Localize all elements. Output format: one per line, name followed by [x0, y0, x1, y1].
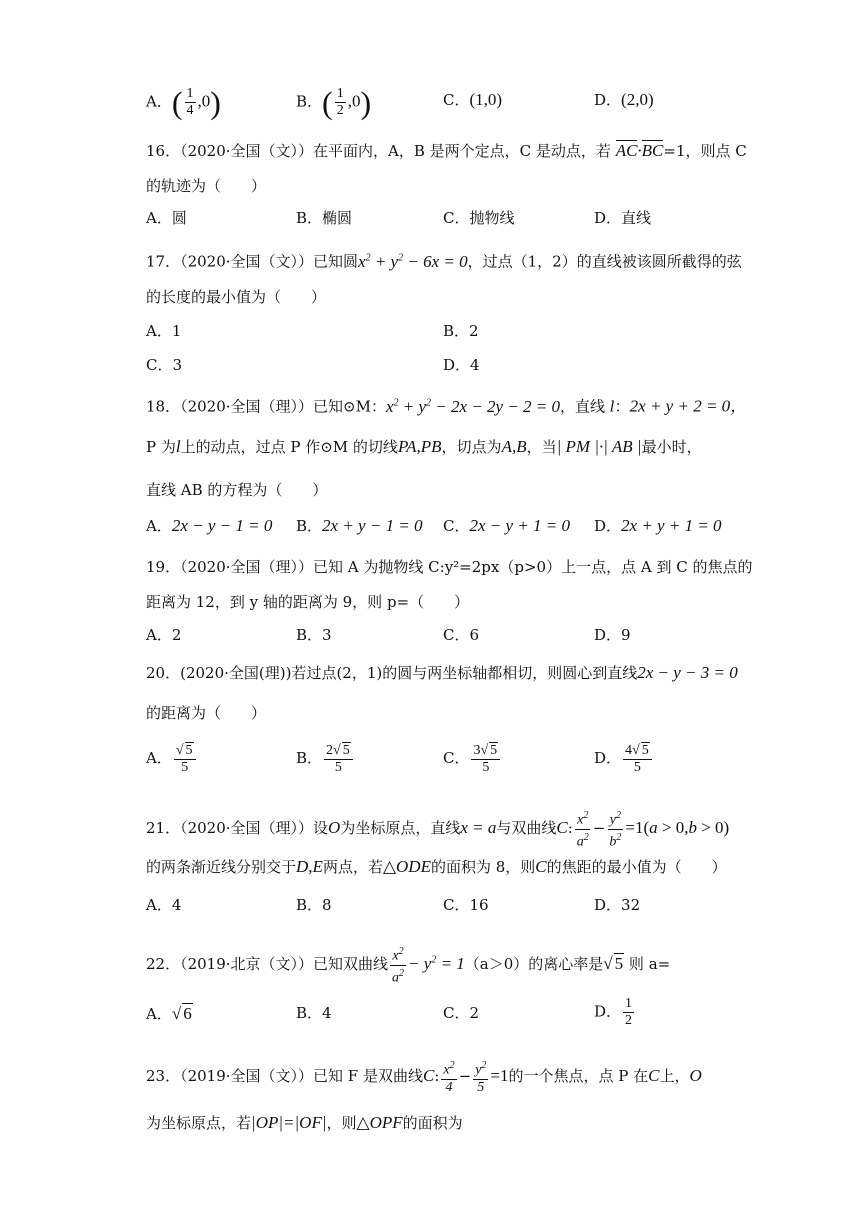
q16-line-2: 的轨迹为（ ） [146, 177, 267, 195]
q17-option-c: C．3 [146, 356, 183, 374]
q19-option-b: B．3 [296, 626, 332, 644]
q19-option-a: A．2 [146, 626, 182, 644]
q18-line-3: 直线 AB 的方程为（ ） [146, 481, 328, 499]
q20-option-c: C． $\frac{3√ 5}{5}$ [443, 742, 502, 776]
q17-line-1: 17．（2020·全国（文））已知圆$x^2 + y^2 - 6x = 0$，过点（1，2）的直线被该圆所截得的弦 [146, 251, 742, 271]
q21-option-d: D．32 [594, 896, 641, 914]
q16-option-b: B．椭圆 [296, 209, 353, 227]
q21-option-b: B．8 [296, 896, 332, 914]
q18-line-1: 18．（2020·全国（理））已知⊙M：$x^2 + y^2 - 2x - 2y - 2 = 0$，直线 l：2x + y + 2 = 0， [146, 396, 748, 416]
q17-line-2: 的长度的最小值为（ ） [146, 288, 327, 306]
q18-line-2: P 为l上的动点，过点 P 作⊙M 的切线PA,PB，切点为A,B，当| PM |·| AB |最小时， [146, 437, 702, 456]
q18-option-a: A．2x − y − 1 = 0 [146, 516, 273, 535]
q21-line-1: 21．（2020·全国（理））设O为坐标原点，直线x = a与双曲线C: $\frac{x^2}{a^2}$ − $\frac{y^2}{b^2}$ =1(a > 0,b > 0) [146, 810, 730, 850]
q23-line-2: 为坐标原点，若|OP|=|OF|，则△OPF的面积为 [146, 1113, 463, 1132]
q21-option-c: C．16 [443, 896, 489, 914]
q16-option-c: C．抛物线 [443, 209, 515, 227]
q22-option-b: B．4 [296, 1004, 332, 1022]
q20-option-a: A． $\frac{√ 5}{5}$ [146, 742, 198, 776]
q17-option-d: D．4 [443, 356, 480, 374]
q16-line-1: 16．（2020·全国（文））在平面内，A，B 是两个定点，C 是动点，若 AC·BC=1，则点 C [146, 141, 747, 160]
q19-line-1: 19．（2020·全国（理））已知 A 为抛物线 C:y²=2px（p>0）上一点，点 A 到 C 的焦点的 [146, 558, 753, 576]
q22-option-d: D． $\frac{1}{2}$ [594, 996, 633, 1028]
q18-option-d: D．2x + y + 1 = 0 [594, 516, 722, 535]
q18-option-b: B．2x + y − 1 = 0 [296, 516, 423, 535]
q19-line-2: 距离为 12，到 y 轴的距离为 9，则 p=（ ） [146, 593, 470, 611]
q22-option-c: C．2 [443, 1004, 480, 1022]
q17-option-b: B．2 [443, 322, 479, 340]
q20-line-1: 20．(2020·全国(理))若过点(2，1)的圆与两坐标轴都相切，则圆心到直线2x − y − 3 = 0 [146, 663, 738, 682]
q20-line-2: 的距离为（ ） [146, 704, 267, 722]
q21-option-a: A．4 [146, 896, 182, 914]
q22-line-1: 22．（2019·北京（文））已知双曲线 $\frac{x^2}{a^2}$ − $y^2 = 1(a>0)$的离心率是√ 5 则 a= [146, 946, 671, 986]
q16-option-d: D．直线 [594, 209, 652, 227]
q17-option-a: A．1 [146, 322, 182, 340]
q22-option-a: A．√ 6 [146, 1004, 192, 1023]
q15-option-d: D．(2,0) [594, 90, 654, 109]
q19-option-c: C．6 [443, 626, 480, 644]
q18-option-c: C．2x − y + 1 = 0 [443, 516, 570, 535]
q15-option-b: B．( $\frac{1}{2}$ ,0) [296, 84, 372, 121]
q23-line-1: 23．（2019·全国（文））已知 F 是双曲线C: $\frac{x^2}{4}$ − $\frac{y^2}{5}$ =1的一个焦点，点 P 在C上，O [146, 1060, 702, 1095]
q19-option-d: D．9 [594, 626, 631, 644]
q20-option-d: D． $\frac{4√ 5}{5}$ [594, 742, 654, 776]
q16-option-a: A．圆 [146, 209, 187, 227]
q15-option-a: A．( $\frac{1}{4}$ ,0) [146, 84, 221, 121]
q20-option-b: B． $\frac{2√ 5}{5}$ [296, 742, 355, 776]
q15-option-c: C．(1,0) [443, 90, 503, 109]
q21-line-2: 的两条渐近线分别交于D,E两点，若△ODE的面积为 8，则C的焦距的最小值为（ ） [146, 857, 727, 876]
